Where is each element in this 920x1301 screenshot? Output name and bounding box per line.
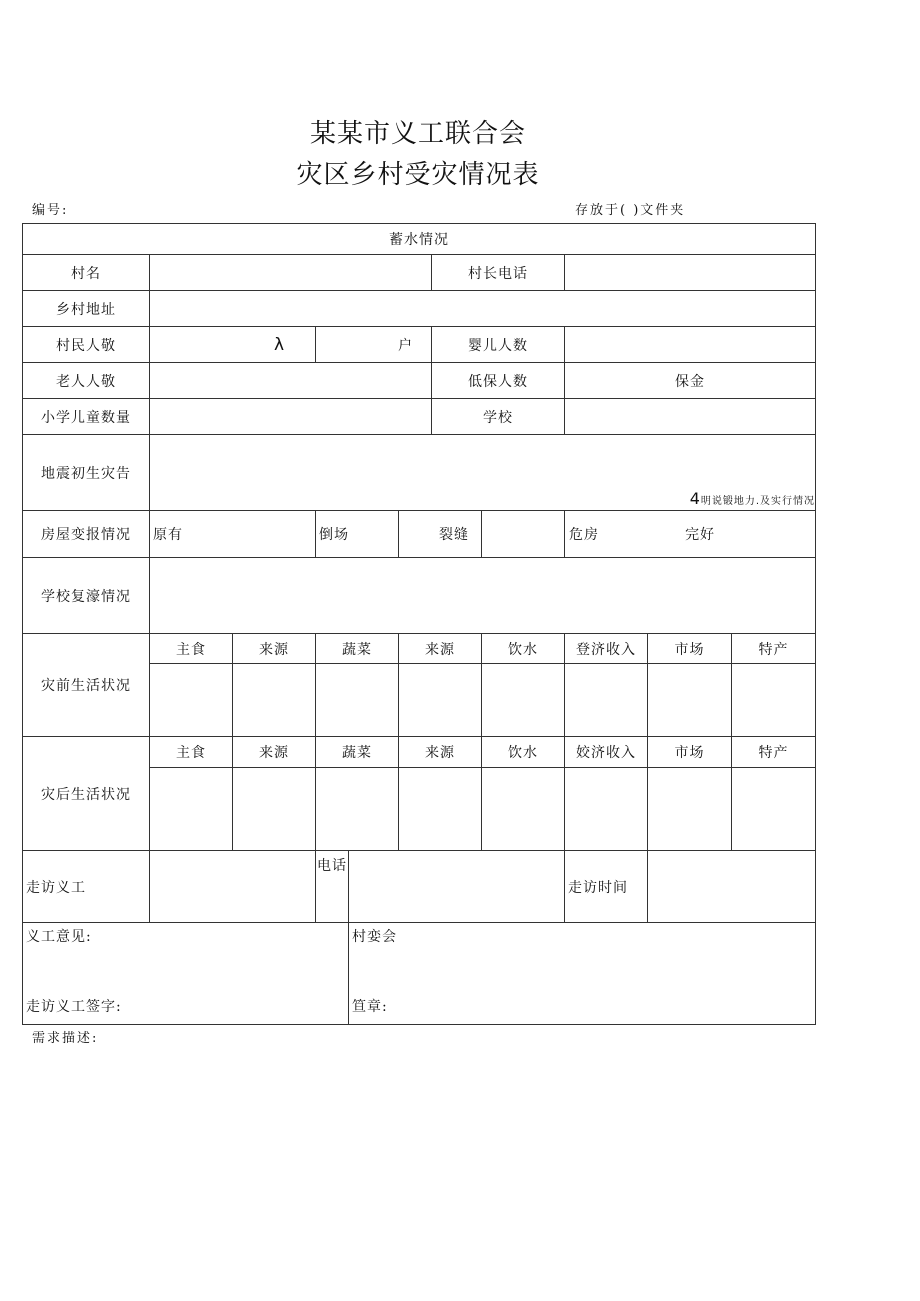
person-unit: λ <box>150 327 316 363</box>
pre-col-1: 来源 <box>233 634 316 664</box>
village-name-label: 村名 <box>23 255 150 291</box>
post-col-1: 来源 <box>233 737 316 768</box>
disaster-report-form <box>22 223 816 1025</box>
housing-cracked-label: 裂缝 <box>399 511 482 558</box>
villagers-label: 村民人敬 <box>23 327 150 363</box>
pre-cell[interactable] <box>233 664 316 737</box>
post-col-3: 来源 <box>399 737 482 768</box>
quake-note-text: 明说锻地力.及实行情况 <box>700 496 816 507</box>
seal-label: 笪章: <box>352 999 388 1015</box>
post-cell[interactable] <box>482 768 565 851</box>
section-header: 蓄水情况 <box>23 224 816 255</box>
post-disaster-label: 灾后生活状况 <box>23 737 150 851</box>
visitor-signature-label: 走访义工签字: <box>26 999 122 1015</box>
number-label: 编号: <box>32 203 69 218</box>
housing-danger-label: 危房 <box>569 527 599 543</box>
post-col-0: 主食 <box>150 737 233 768</box>
children-value[interactable] <box>150 399 432 435</box>
chief-phone-value[interactable] <box>565 255 816 291</box>
housing-original-label: 原有 <box>150 511 316 558</box>
post-col-6: 市场 <box>648 737 732 768</box>
post-col-5: 姣济收入 <box>565 737 648 768</box>
post-cell[interactable] <box>399 768 482 851</box>
needs-description-label: 需求描述: <box>32 1031 99 1046</box>
post-cell[interactable] <box>732 768 816 851</box>
village-committee-label: 村娈会 <box>352 929 397 945</box>
pre-cell[interactable] <box>399 664 482 737</box>
address-value[interactable] <box>150 291 816 327</box>
phone-label: 电话 <box>316 851 349 923</box>
post-cell[interactable] <box>316 768 399 851</box>
quake-notice-label: 地震初生灾告 <box>23 435 150 511</box>
pre-col-5: 登济收入 <box>565 634 648 664</box>
post-cell[interactable] <box>648 768 732 851</box>
visit-time-value[interactable] <box>648 851 816 923</box>
housing-danger-cell <box>565 511 816 558</box>
housing-label: 房屋变报情况 <box>23 511 150 558</box>
post-cell[interactable] <box>150 768 233 851</box>
post-col-4: 饮水 <box>482 737 565 768</box>
insurance-label: 保金 <box>565 363 816 399</box>
committee-cell[interactable] <box>349 923 816 1025</box>
pre-col-4: 饮水 <box>482 634 565 664</box>
pre-cell[interactable] <box>316 664 399 737</box>
document-title-line1: 某某市义工联合会 <box>309 119 526 149</box>
quake-notice-value[interactable] <box>150 435 816 511</box>
pre-disaster-label: 灾前生活状况 <box>23 634 150 737</box>
pre-cell[interactable] <box>150 664 233 737</box>
post-col-7: 特产 <box>732 737 816 768</box>
post-cell[interactable] <box>233 768 316 851</box>
infants-value[interactable] <box>565 327 816 363</box>
document-title-line2: 灾区乡村受灾情况表 <box>296 160 540 190</box>
visitor-label: 走访义工 <box>23 851 150 923</box>
housing-collapsed-label: 倒场 <box>316 511 399 558</box>
pre-col-7: 特产 <box>732 634 816 664</box>
address-label: 乡村地址 <box>23 291 150 327</box>
folder-label: 存放于( )文件夹 <box>575 203 686 218</box>
visitor-value[interactable] <box>150 851 316 923</box>
chief-phone-label: 村长电话 <box>432 255 565 291</box>
pre-cell[interactable] <box>732 664 816 737</box>
school-value[interactable] <box>565 399 816 435</box>
housing-cracked-value[interactable] <box>482 511 565 558</box>
post-col-2: 蔬菜 <box>316 737 399 768</box>
low-income-label: 低保人数 <box>432 363 565 399</box>
elderly-value[interactable] <box>150 363 432 399</box>
pre-cell[interactable] <box>565 664 648 737</box>
pre-col-6: 市场 <box>648 634 732 664</box>
housing-intact-label: 完好 <box>685 527 716 543</box>
household-unit: 户 <box>316 327 432 363</box>
post-cell[interactable] <box>565 768 648 851</box>
phone-value[interactable] <box>349 851 565 923</box>
elderly-label: 老人人敬 <box>23 363 150 399</box>
school-recovery-value[interactable] <box>150 558 816 634</box>
pre-cell[interactable] <box>648 664 732 737</box>
village-name-value[interactable] <box>150 255 432 291</box>
quake-note-number: 4 <box>689 489 701 508</box>
school-label: 学校 <box>432 399 565 435</box>
pre-col-0: 主食 <box>150 634 233 664</box>
school-recovery-label: 学校复濠情况 <box>23 558 150 634</box>
pre-col-2: 蔬菜 <box>316 634 399 664</box>
infants-label: 婴儿人数 <box>432 327 565 363</box>
pre-col-3: 来源 <box>399 634 482 664</box>
visit-time-label: 走访时间 <box>565 851 648 923</box>
children-label: 小学儿童数量 <box>23 399 150 435</box>
volunteer-opinion-label: 义工意见: <box>26 929 92 945</box>
pre-cell[interactable] <box>482 664 565 737</box>
opinion-cell[interactable] <box>23 923 349 1025</box>
